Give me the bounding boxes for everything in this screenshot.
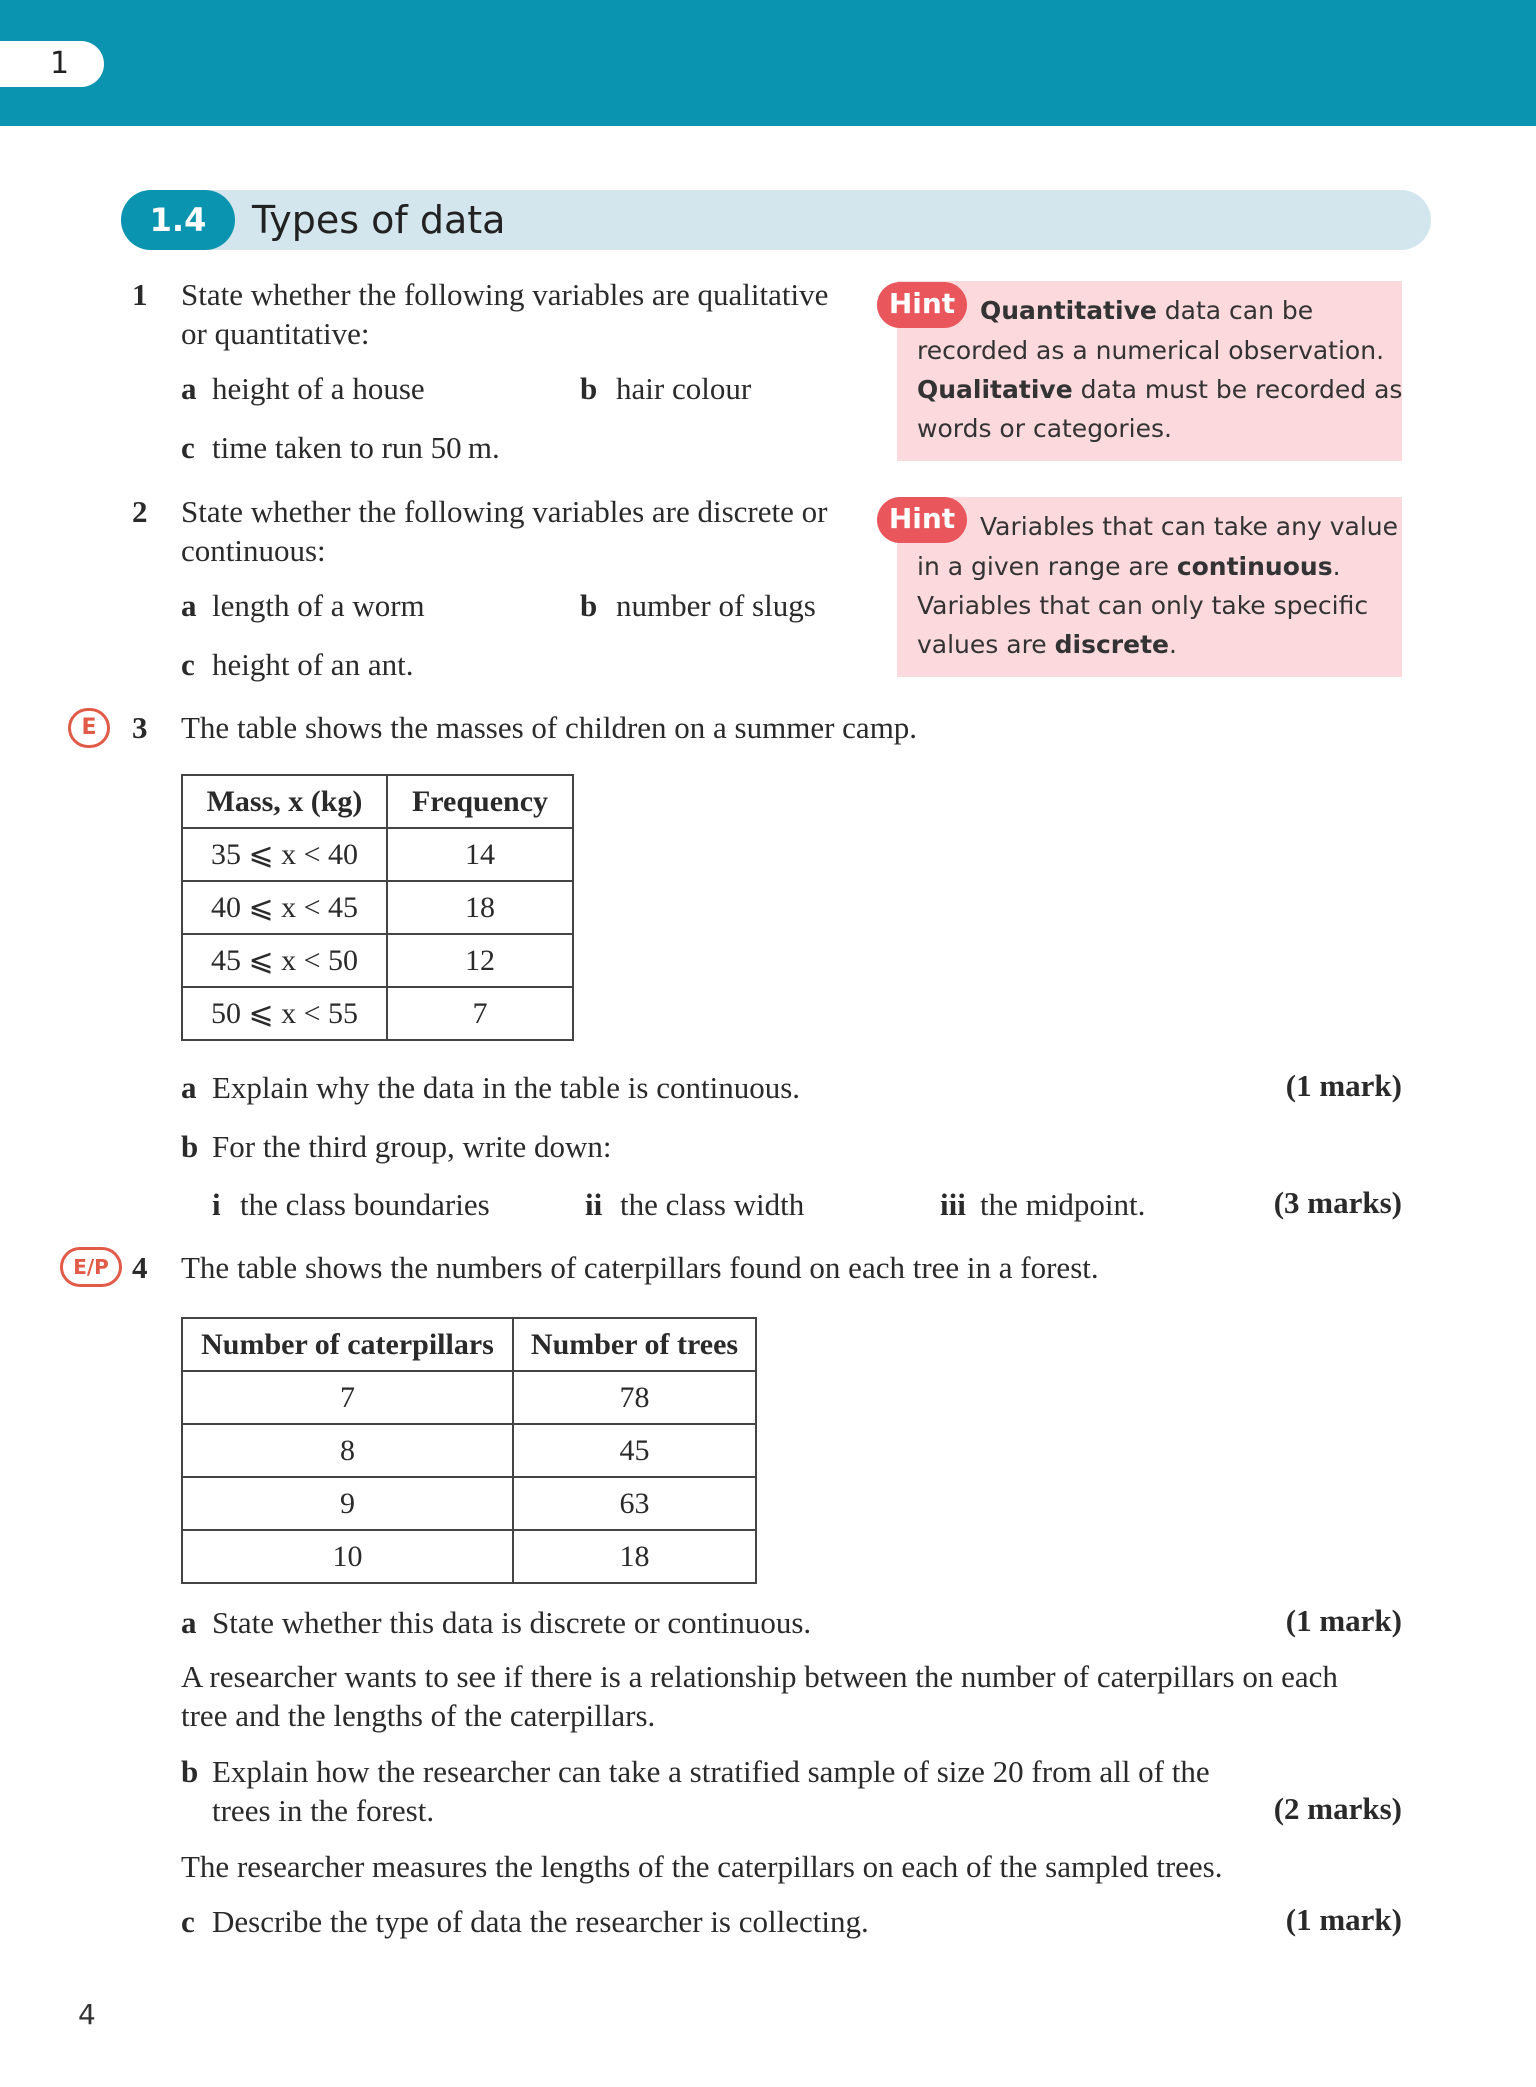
hint1-line1 — [980, 291, 1313, 330]
q4-exam-problem-badge: E/P — [60, 1247, 122, 1287]
table-row — [182, 987, 573, 1040]
hint1-bold-qualitative: Qualitative — [917, 375, 1073, 404]
hint2-line2-pre: in a given range are — [917, 552, 1177, 581]
hint1-line2: recorded as a numerical observation. — [917, 336, 1385, 365]
table-row — [182, 1477, 756, 1530]
hint2-line4-pre: values are — [917, 630, 1055, 659]
table-cell: 63 — [513, 1477, 756, 1530]
table-cell: 40 ⩽ x < 45 — [182, 881, 387, 934]
q3-bi-text: the class boundaries — [240, 1187, 490, 1222]
hint2-bold-continuous: continuous — [1176, 552, 1333, 581]
hint2-line3: Variables that can only take specific — [917, 591, 1369, 620]
q3-a-marks: (1 mark) — [1285, 1068, 1402, 1103]
q4-c-marks: (1 mark) — [1285, 1902, 1402, 1937]
hint1-line3-rest: data must be recorded as — [1072, 375, 1403, 404]
chapter-number-tab — [0, 41, 104, 87]
hint2-bold-discrete: discrete — [1054, 630, 1169, 659]
q4-paragraph1-line2: tree and the lengths of the caterpillars. — [181, 1698, 656, 1733]
table-cell: 9 — [182, 1477, 513, 1530]
table-cell: 35 ⩽ x < 40 — [182, 828, 387, 881]
table-cell: 10 — [182, 1530, 513, 1583]
hint-box-1 — [897, 281, 1402, 461]
table-cell: 12 — [387, 934, 573, 987]
q2-stem-line1: State whether the following variables are discrete or — [181, 494, 828, 529]
q3-exam-badge: E — [68, 708, 110, 748]
q3-mass-table — [181, 774, 574, 1041]
hint-badge-1: Hint — [877, 282, 967, 328]
q1-b-label: b — [580, 371, 598, 406]
q4-c-text: Describe the type of data the researcher is collecting. — [212, 1904, 869, 1939]
hint2-line4 — [917, 625, 1177, 664]
hint2-line1: Variables that can take any value — [980, 512, 1398, 541]
q4-a-text: State whether this data is discrete or continuous. — [212, 1605, 812, 1640]
section-title: Types of data — [252, 198, 506, 242]
table-row — [182, 881, 573, 934]
hint2-line2 — [917, 547, 1341, 586]
hint1-bold-quantitative: Quantitative — [980, 296, 1157, 325]
q2-c-text: height of an ant. — [212, 647, 414, 682]
q1-b-text: hair colour — [616, 371, 752, 406]
hint1-line4: words or categories. — [917, 414, 1172, 443]
hint1-line3 — [917, 370, 1402, 409]
hint2-line4-post: . — [1169, 630, 1177, 659]
q2-b-label: b — [580, 588, 598, 623]
q1-c-text: time taken to run 50 m. — [212, 430, 500, 465]
table-cell: 45 ⩽ x < 50 — [182, 934, 387, 987]
hint1-line1-rest: data can be — [1156, 296, 1314, 325]
q3-bi-label: i — [212, 1187, 221, 1222]
q1-a-text: height of a house — [212, 371, 425, 406]
q4-header-trees: Number of trees — [513, 1318, 756, 1371]
table-row — [182, 1424, 756, 1477]
table-row — [182, 934, 573, 987]
top-banner — [0, 0, 1536, 126]
q4-b-line2: trees in the forest. — [212, 1793, 435, 1828]
table-cell: 45 — [513, 1424, 756, 1477]
q4-stem: The table shows the numbers of caterpillars found on each tree in a forest. — [181, 1250, 1099, 1285]
q4-b-line1: Explain how the researcher can take a stratified sample of size 20 from all of the — [212, 1754, 1210, 1789]
q4-paragraph2: The researcher measures the lengths of the caterpillars on each of the sampled trees. — [181, 1849, 1223, 1884]
section-number: 1.4 — [121, 190, 235, 250]
table-cell: 7 — [387, 987, 573, 1040]
q3-header-frequency: Frequency — [387, 775, 573, 828]
q4-paragraph1-line1: A researcher wants to see if there is a relationship between the number of caterpillars on each — [181, 1659, 1338, 1694]
table-cell: 8 — [182, 1424, 513, 1477]
q4-b-marks: (2 marks) — [1273, 1791, 1402, 1826]
q4-b-label: b — [181, 1754, 199, 1789]
page-number: 4 — [78, 1998, 96, 2031]
table-cell: 14 — [387, 828, 573, 881]
q3-number: 3 — [132, 710, 148, 745]
q4-header-caterpillars: Number of caterpillars — [182, 1318, 513, 1371]
q3-b-label: b — [181, 1129, 199, 1164]
q1-a-label: a — [181, 371, 197, 406]
q1-number: 1 — [132, 277, 148, 312]
q4-a-marks: (1 mark) — [1285, 1603, 1402, 1638]
q3-biii-label: iii — [940, 1187, 966, 1222]
q4-a-label: a — [181, 1605, 197, 1640]
table-cell: 18 — [513, 1530, 756, 1583]
hint-box-2 — [897, 497, 1402, 677]
hint2-line2-post: . — [1332, 552, 1341, 581]
q2-b-text: number of slugs — [616, 588, 816, 623]
table-row — [182, 1530, 756, 1583]
table-cell: 50 ⩽ x < 55 — [182, 987, 387, 1040]
q3-a-text: Explain why the data in the table is continuous. — [212, 1070, 801, 1105]
table-row — [182, 828, 573, 881]
q4-number: 4 — [132, 1250, 148, 1285]
table-cell: 18 — [387, 881, 573, 934]
q1-stem-line1: State whether the following variables are qualitative — [181, 277, 829, 312]
q2-a-text: length of a worm — [212, 588, 425, 623]
q3-header-mass: Mass, x (kg) — [182, 775, 387, 828]
q3-a-label: a — [181, 1070, 197, 1105]
table-cell: 7 — [182, 1371, 513, 1424]
q4-table-header-row — [182, 1318, 756, 1371]
q3-bii-label: ii — [585, 1187, 603, 1222]
q3-biii-text: the midpoint. — [980, 1187, 1146, 1222]
q2-c-label: c — [181, 647, 195, 682]
table-row — [182, 1371, 756, 1424]
chapter-number: 1 — [50, 46, 70, 81]
q3-b-text: For the third group, write down: — [212, 1129, 612, 1164]
q3-stem: The table shows the masses of children on a summer camp. — [181, 710, 918, 745]
q3-b-marks: (3 marks) — [1273, 1185, 1402, 1220]
q3-table-header-row — [182, 775, 573, 828]
q2-stem-line2: continuous: — [181, 533, 326, 568]
q4-c-label: c — [181, 1904, 195, 1939]
hint-badge-2: Hint — [877, 497, 967, 543]
q4-caterpillar-table — [181, 1317, 757, 1584]
q1-stem-line2: or quantitative: — [181, 316, 370, 351]
q3-bii-text: the class width — [620, 1187, 805, 1222]
table-cell: 78 — [513, 1371, 756, 1424]
q2-number: 2 — [132, 494, 148, 529]
q2-a-label: a — [181, 588, 197, 623]
q1-c-label: c — [181, 430, 195, 465]
